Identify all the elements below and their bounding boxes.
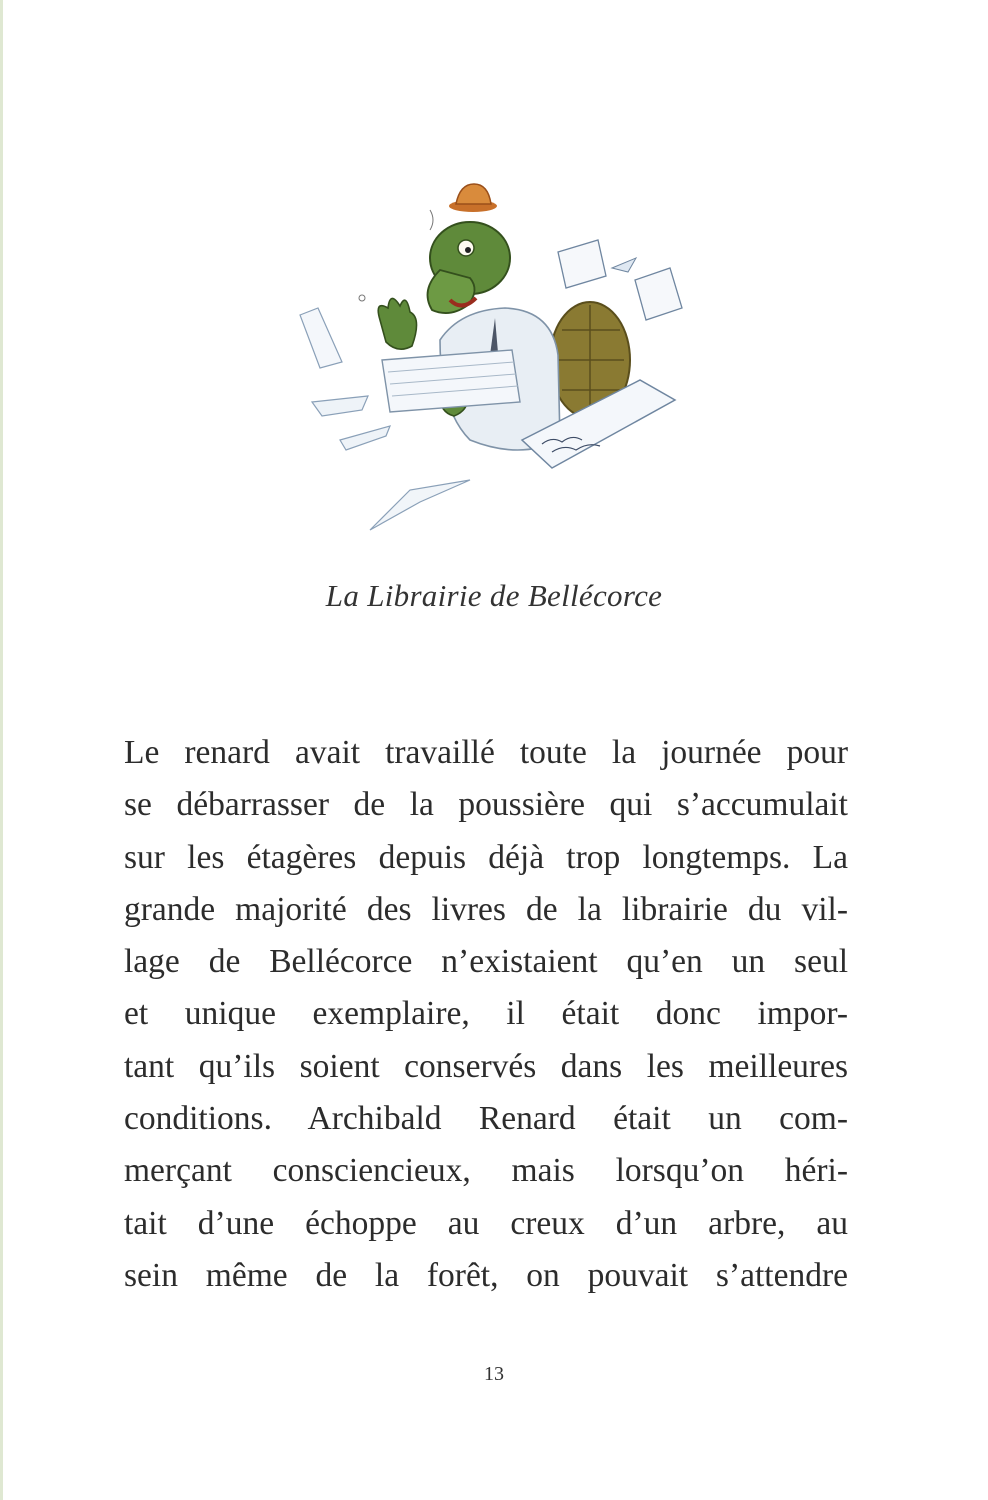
text-line: lage de Bellécorce n’existaient qu’en un seul (124, 943, 848, 981)
text-line: tant qu’ils soient conservés dans les meilleures (124, 1047, 848, 1085)
paper-sheet (300, 308, 342, 368)
text-line: sein même de la forêt, on pouvait s’attendre (124, 1256, 848, 1294)
text-line: conditions. Archibald Renard était un com- (124, 1100, 848, 1138)
text-line: sur les étagères depuis déjà trop longtemps. La (124, 838, 848, 876)
turtle-pupil (465, 247, 471, 253)
turtle-hand (378, 298, 416, 349)
text-line: merçant consciencieux, mais lorsqu’on héri- (124, 1152, 848, 1190)
motion-bubble (359, 295, 365, 301)
paper-sheet (312, 396, 368, 416)
paper-sheet (370, 480, 470, 530)
paper-sheet (612, 258, 636, 272)
text-line: grande majorité des livres de la librairie du vil- (124, 890, 848, 928)
text-line: tait d’une échoppe au creux d’un arbre, au (124, 1204, 848, 1242)
turtle-snout (428, 270, 475, 313)
page-edge (0, 0, 3, 1500)
hat-crown (456, 184, 491, 204)
paper-sheet (635, 268, 682, 320)
page-number: 13 (484, 1363, 504, 1385)
text-line: Le renard avait travaillé toute la journée pour (124, 734, 848, 771)
body-paragraph (124, 727, 848, 1302)
paper-sheet (340, 426, 390, 450)
text-line: et unique exemplaire, il était donc impor- (124, 995, 848, 1033)
paper-sheet (558, 240, 606, 288)
paper-stack (382, 350, 520, 412)
text-line: se débarrasser de la poussière qui s’accumulait (124, 786, 848, 824)
chapter-title: La Librairie de Bellécorce (325, 578, 663, 613)
motion-mark (430, 210, 433, 230)
turtle-illustration (290, 140, 710, 540)
turtle-illustration-drawing (290, 140, 710, 540)
